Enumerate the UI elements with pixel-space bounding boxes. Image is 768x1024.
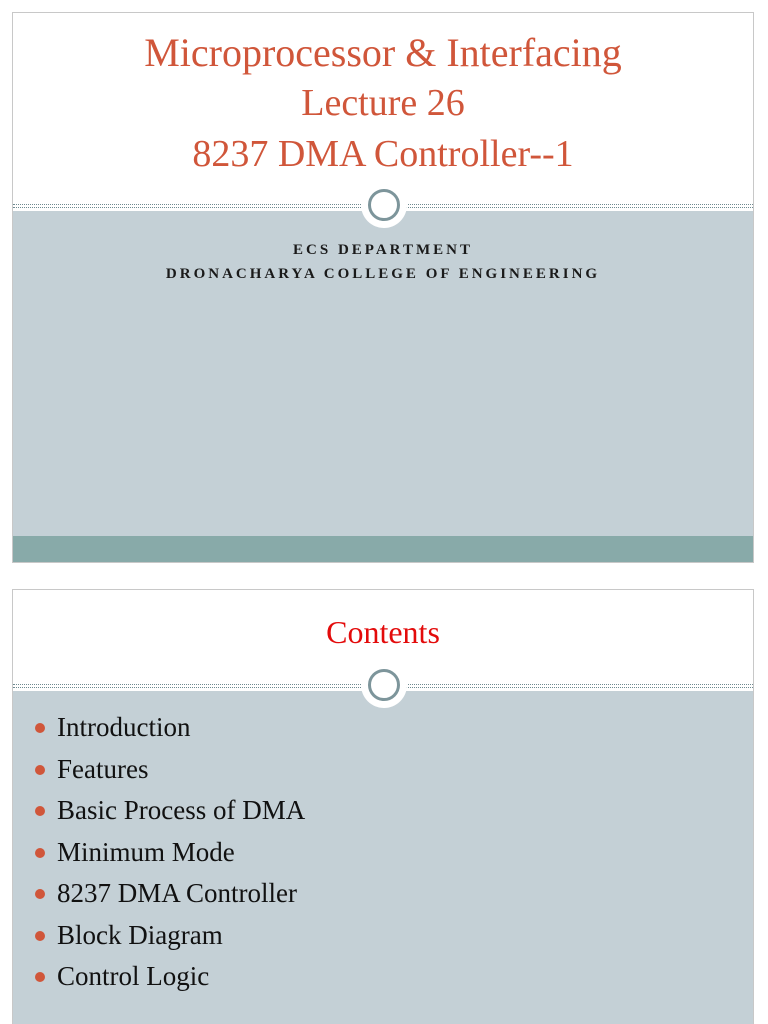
ring-icon [361,182,407,228]
list-item [33,915,305,957]
slide-body [13,211,753,536]
lecture-number: Lecture 26 [301,82,465,124]
contents-title: Contents [326,614,440,650]
list-item-label: Minimum Mode [57,836,235,867]
list-item [33,956,305,998]
footer-band [13,536,753,562]
slide-title [12,12,754,563]
list-item-label: Control Logic [57,961,210,991]
list-item [33,749,305,791]
bullet-dot-icon [35,931,45,941]
slide-contents [12,589,754,1024]
list-item [33,832,305,874]
list-item [33,707,305,749]
department-name: ECS DEPARTMENT [293,242,473,258]
list-item-label: Block Diagram [57,919,223,950]
list-item [33,873,305,915]
bullet-dot-icon [35,806,45,816]
bullet-dot-icon [35,972,45,982]
bullet-dot-icon [35,889,45,899]
list-item-label: Features [57,753,149,784]
list-item-label: Basic Process of DMA [57,795,306,825]
contents-list [33,707,305,998]
list-item-label: Introduction [57,712,191,742]
bullet-dot-icon [35,765,45,775]
bullet-dot-icon [35,848,45,858]
lecture-topic: 8237 DMA Controller--1 [192,133,574,175]
college-name: DRONACHARYA COLLEGE OF ENGINEERING [165,266,601,282]
ring-icon [361,662,407,708]
course-title: Microprocessor & Interfacing [144,30,622,75]
slide-title-header [13,13,753,205]
list-item-label: 8237 DMA Controller [57,878,297,908]
list-item [33,790,305,832]
bullet-dot-icon [35,723,45,733]
